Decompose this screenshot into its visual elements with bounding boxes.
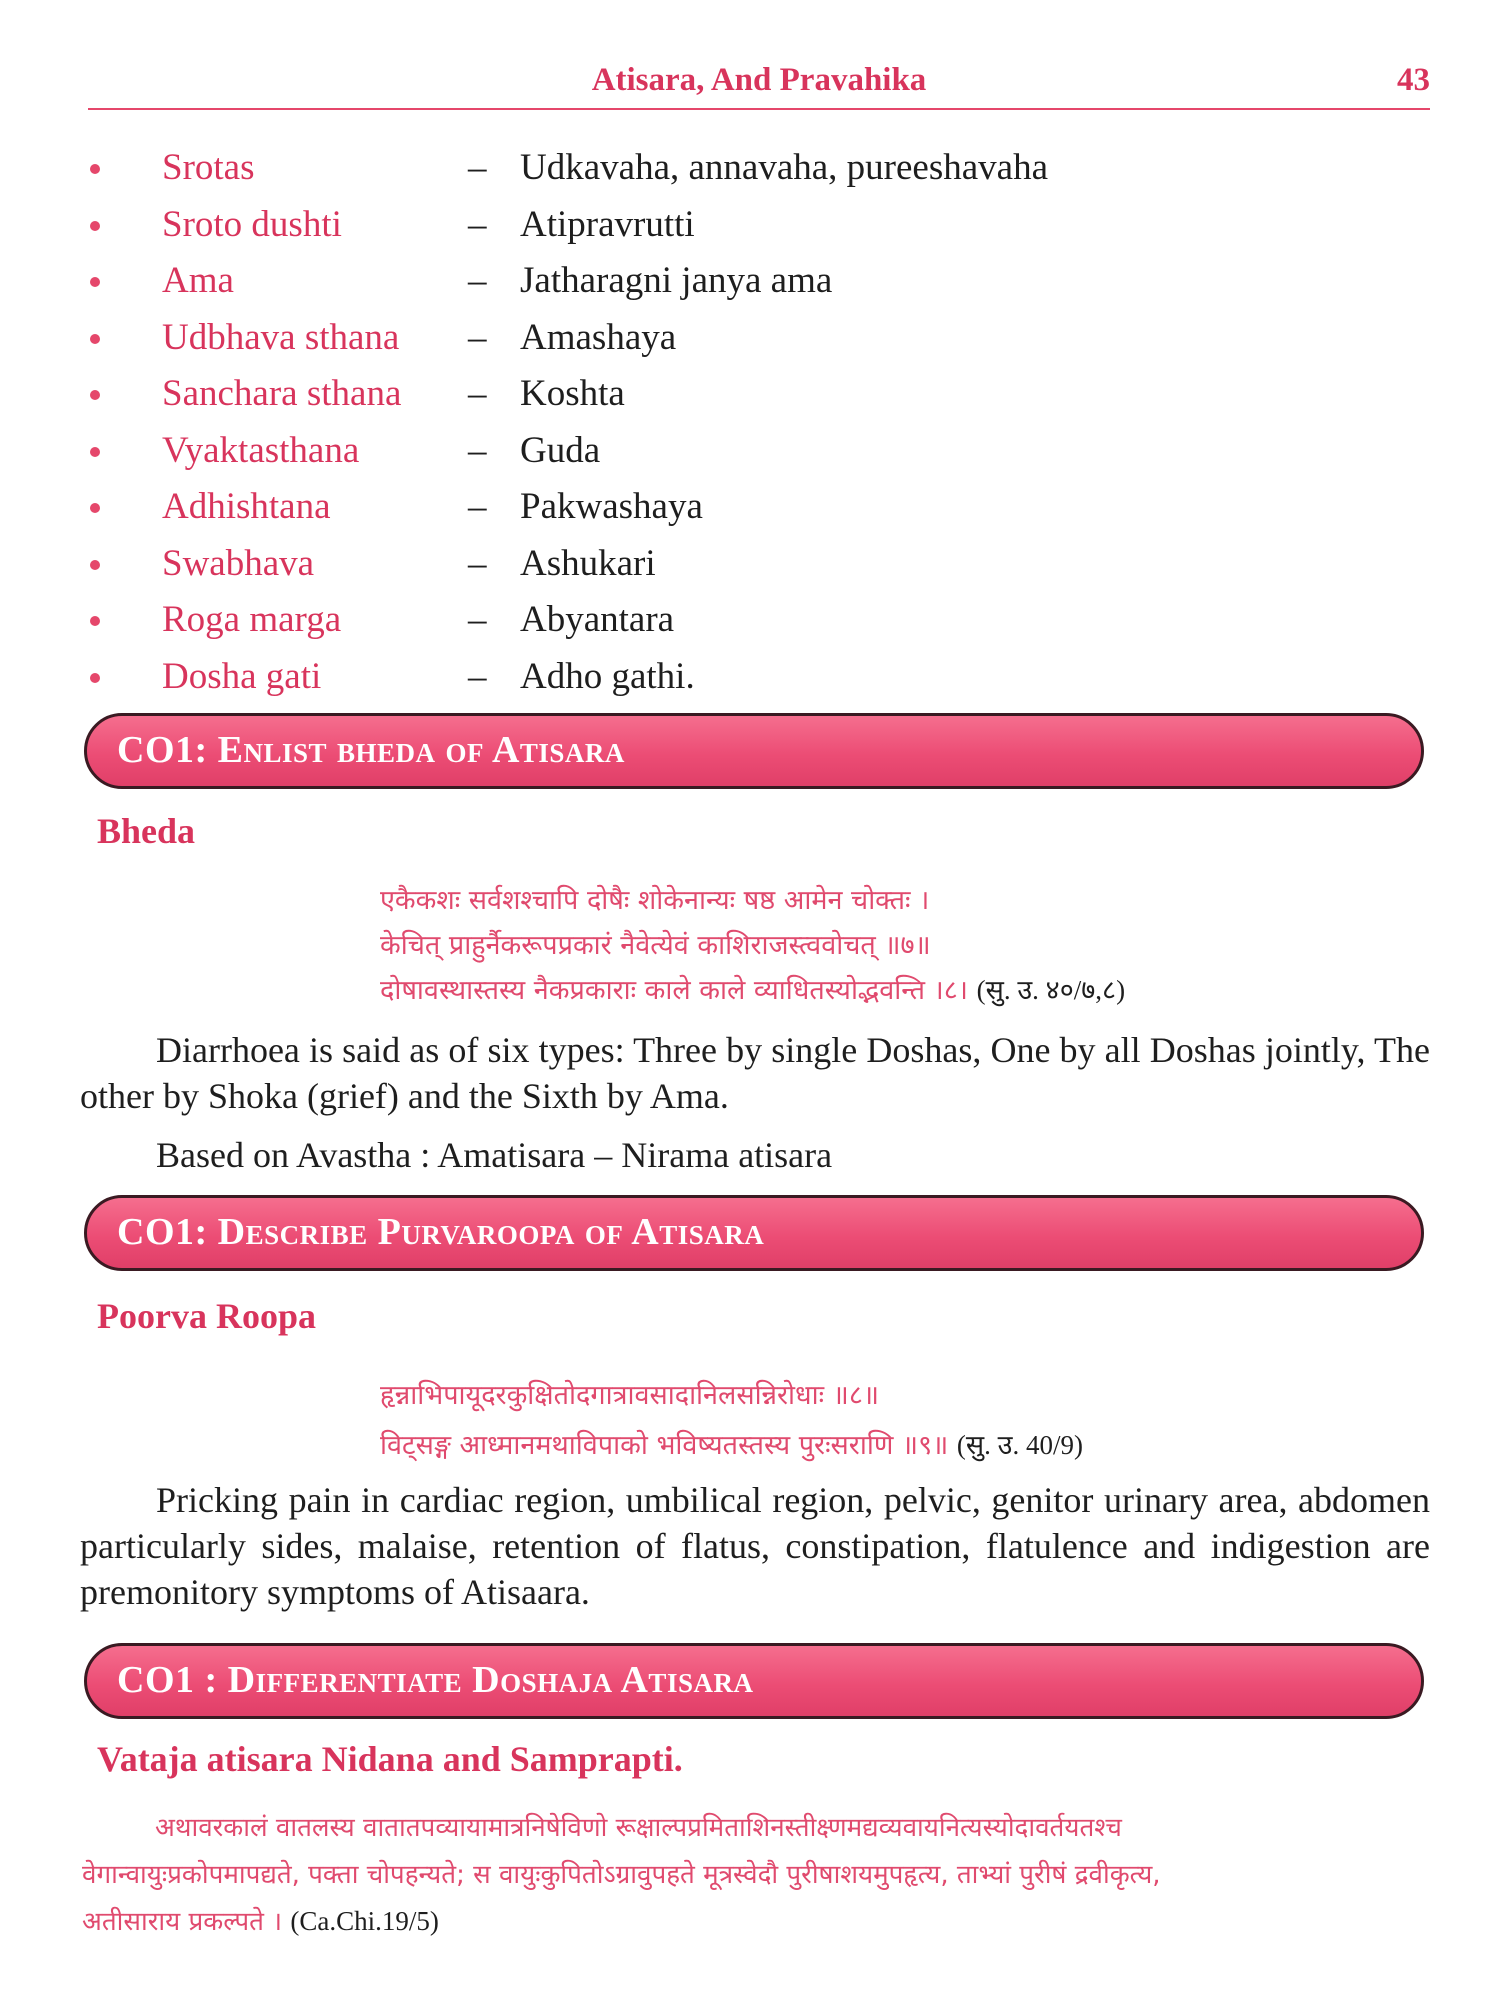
paragraph-bheda-description: Diarrhoea is said as of six types: Three by single Doshas, One by all Doshas jointly, The other by Shoka (grief) and the Sixth by Ama. <box>80 1030 1430 1116</box>
sanskrit-verse-line: हृन्नाभिपायूदरकुक्षितोदगात्रावसादानिलसन्निरोधाः ॥८॥ <box>380 1380 880 1411</box>
attribute-value: Abyantara <box>520 599 675 640</box>
bullet-icon <box>90 390 100 400</box>
bullet-icon <box>90 447 100 457</box>
list-item <box>90 366 1390 423</box>
bullet-icon <box>90 503 100 513</box>
attribute-value: Guda <box>520 429 601 471</box>
attribute-value: Koshta <box>520 373 625 414</box>
paragraph-avastha: Based on Avastha : Amatisara – Nirama atisara <box>156 1135 833 1175</box>
list-item <box>90 423 1390 480</box>
dash-separator: – <box>468 203 487 245</box>
sanskrit-verse-line <box>380 970 1125 1007</box>
dash-separator: – <box>468 373 487 414</box>
attribute-term: Swabhava <box>162 542 315 584</box>
page-number: 43 <box>1397 62 1430 98</box>
verse-text: दोषावस्थास्तस्य नैकप्रकाराः काले काले व्याधितस्योद्भवन्ति ।८। <box>380 975 969 1006</box>
subheading-vataja: Vataja atisara Nidana and Samprapti. <box>97 1739 683 1779</box>
bullet-icon <box>90 164 100 174</box>
subheading-poorva-roopa: Poorva Roopa <box>97 1296 316 1336</box>
dash-separator: – <box>468 316 487 358</box>
attribute-value: Udkavaha, annavaha, pureeshavaha <box>520 147 1049 188</box>
sanskrit-verse-line: एकैकशः सर्वशश्चापि दोषैः शोकेनान्यः षष्ठ आमेन चोक्तः । <box>380 885 930 916</box>
attribute-value: Ashukari <box>520 542 656 584</box>
attribute-term: Srotas <box>162 147 255 188</box>
verse-text: अतीसाराय प्रकल्पते । <box>82 1907 283 1937</box>
bullet-icon <box>90 673 100 683</box>
attribute-term: Adhishtana <box>162 486 331 527</box>
list-item <box>90 592 1390 649</box>
sanskrit-verse-line <box>380 1425 1083 1462</box>
list-item <box>90 253 1390 310</box>
attribute-value: Atipravrutti <box>520 203 695 245</box>
list-item <box>90 197 1390 254</box>
section-banner-doshaja <box>84 1643 1424 1719</box>
section-heading: CO1 : Differentiate Doshaja Atisara <box>117 1659 754 1701</box>
attribute-term: Udbhava sthana <box>162 316 400 358</box>
dash-separator: – <box>468 655 487 697</box>
bullet-icon <box>90 616 100 626</box>
attribute-value: Amashaya <box>520 316 677 358</box>
running-header <box>88 58 1430 110</box>
attribute-value: Jatharagni janya ama <box>520 260 833 301</box>
dash-separator: – <box>468 542 487 584</box>
subheading-bheda: Bheda <box>97 811 196 851</box>
verse-reference: (सु. उ. ४०/७,८) <box>976 975 1126 1005</box>
list-item <box>90 479 1390 536</box>
paragraph-poorva-roopa-description: Pricking pain in cardiac region, umbilical region, pelvic, genitor urinary area, abdomen particularly sides, malaise, retention of flatus, constipation, flatulence and indigestion are premonitory symptoms of Atisaara. <box>80 1480 1430 1612</box>
attribute-term: Dosha gati <box>162 655 322 697</box>
dash-separator: – <box>468 429 487 471</box>
verse-text: विट्सङ्ग आध्मानमथाविपाको भविष्यतस्तस्य पुरःसराणि ॥९॥ <box>380 1430 949 1461</box>
sanskrit-prose-line: अथावरकालं वातलस्य वातातपव्यायामात्रनिषेविणो रूक्षाल्पप्रमिताशिनस्तीक्ष्णमद्यव्यवायनित्यस्योदावर्तयतश्च <box>155 1813 1122 1843</box>
bullet-icon <box>90 560 100 570</box>
section-heading: CO1: Enlist bheda of Atisara <box>117 729 625 771</box>
bullet-icon <box>90 334 100 344</box>
section-banner-bheda <box>84 713 1424 789</box>
attribute-value: Pakwashaya <box>520 486 703 527</box>
section-banner-purvaroopa <box>84 1195 1424 1271</box>
list-item <box>90 140 1390 197</box>
sanskrit-prose-line: वेगान्वायुःप्रकोपमापद्यते, पक्ता चोपहन्यते; स वायुःकुपितोऽग्रावुपहते मूत्रस्वेदौ पुरीषाशयमुपहृत्य, ताभ्यां पुरीषं द्रवीकृत्य, <box>82 1860 1161 1890</box>
chapter-title: Atisara, And Pravahika <box>591 62 927 98</box>
dash-separator: – <box>468 486 487 527</box>
verse-reference: (सु. उ. 40/9) <box>956 1430 1083 1460</box>
bullet-icon <box>90 277 100 287</box>
dash-separator: – <box>468 599 487 640</box>
attribute-term: Vyaktasthana <box>162 429 360 471</box>
verse-reference: (Ca.Chi.19/5) <box>290 1906 439 1936</box>
list-item <box>90 649 1390 706</box>
attribute-term: Roga marga <box>162 599 342 640</box>
dash-separator: – <box>468 147 487 188</box>
list-item <box>90 310 1390 367</box>
attribute-value: Adho gathi. <box>520 655 695 697</box>
dash-separator: – <box>468 260 487 301</box>
attribute-term: Ama <box>162 260 234 301</box>
bullet-icon <box>90 221 100 231</box>
sanskrit-prose-line <box>82 1902 439 1938</box>
section-heading: CO1: Describe Purvaroopa of Atisara <box>117 1211 765 1253</box>
attribute-term: Sroto dushti <box>162 203 342 245</box>
sanskrit-verse-line: केचित् प्राहुर्नैकरूपप्रकारं नैवेत्येवं काशिराजस्त्ववोचत् ॥७॥ <box>380 930 931 961</box>
disease-attributes-list <box>90 140 1390 705</box>
attribute-term: Sanchara sthana <box>162 373 402 414</box>
list-item <box>90 536 1390 593</box>
